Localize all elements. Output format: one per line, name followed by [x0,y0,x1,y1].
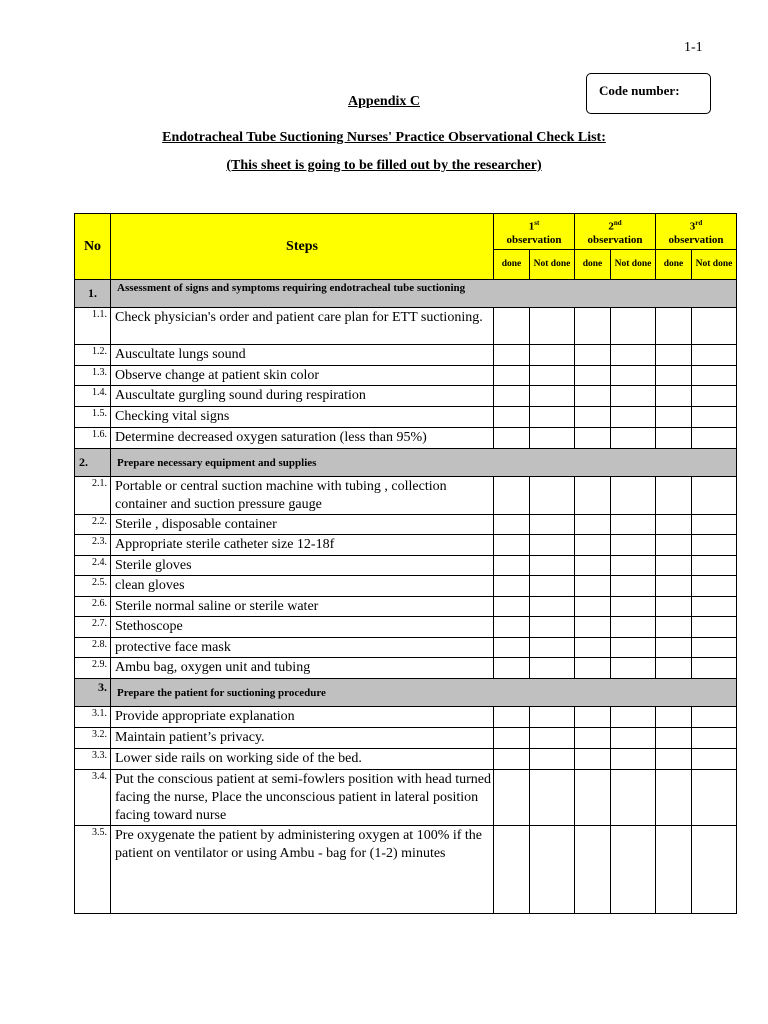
step-text: Ambu bag, oxygen unit and tubing [111,658,494,679]
checkbox-cell[interactable] [494,638,530,658]
page-subtitle: (This sheet is going to be filled out by the researcher) [226,158,542,173]
checkbox-cell[interactable] [575,345,611,366]
page-number: 1-1 [684,40,703,55]
checkbox-cell[interactable] [575,556,611,576]
step-text: Sterile normal saline or sterile water [111,597,494,617]
checkbox-cell[interactable] [530,515,575,535]
checkbox-cell[interactable] [575,707,611,728]
header-no: No [75,214,111,280]
checkbox-cell[interactable] [494,386,530,407]
checkbox-cell[interactable] [656,638,692,658]
checkbox-cell[interactable] [494,345,530,366]
row-number: 2.4. [75,556,111,576]
checkbox-cell[interactable] [530,428,575,449]
page-title: Endotracheal Tube Suctioning Nurses' Practice Observational Check List: [162,130,606,145]
section-number: 2. [75,449,111,477]
row-number: 2.9. [75,658,111,679]
row-number: 1.1. [75,308,111,345]
checkbox-cell[interactable] [575,477,611,515]
checkbox-cell[interactable] [692,428,737,449]
section-row [75,449,737,477]
checkbox-cell[interactable] [656,749,692,770]
checkbox-cell[interactable] [611,366,656,386]
step-text: Sterile , disposable container [111,515,494,535]
table-row [75,428,737,449]
row-number: 2.6. [75,597,111,617]
checkbox-cell[interactable] [494,597,530,617]
section-number: 3. [75,679,111,707]
checkbox-cell[interactable] [530,345,575,366]
checkbox-cell[interactable] [530,728,575,749]
header-steps: Steps [111,214,494,280]
step-text: Pre oxygenate the patient by administering oxygen at 100% if the patient on ventilator or using Ambu - bag for (1-2) minutes [111,826,494,914]
step-text: protective face mask [111,638,494,658]
table-row [75,308,737,345]
checkbox-cell[interactable] [656,345,692,366]
checkbox-cell[interactable] [656,597,692,617]
checkbox-cell[interactable] [575,407,611,428]
section-number: 1. [75,280,111,308]
section-row [75,280,737,308]
row-number: 2.2. [75,515,111,535]
header-done-1: done [494,250,530,280]
section-title: Assessment of signs and symptoms requiring endotracheal tube suctioning [111,280,737,308]
checkbox-cell[interactable] [494,749,530,770]
checkbox-cell[interactable] [530,386,575,407]
checkbox-cell[interactable] [611,728,656,749]
header-not-done-3: Not done [692,250,737,280]
header-done-3: done [656,250,692,280]
checkbox-cell[interactable] [494,535,530,556]
checkbox-cell[interactable] [656,407,692,428]
table-row [75,658,737,679]
checkbox-cell[interactable] [530,826,575,914]
checkbox-cell[interactable] [611,749,656,770]
table-row [75,535,737,556]
table-row [75,477,737,515]
checkbox-cell[interactable] [494,707,530,728]
checkbox-cell[interactable] [656,658,692,679]
checkbox-cell[interactable] [692,407,737,428]
checkbox-cell[interactable] [692,345,737,366]
checkbox-cell[interactable] [656,535,692,556]
checkbox-cell[interactable] [494,576,530,597]
header-done-2: done [575,250,611,280]
step-text: clean gloves [111,576,494,597]
step-text: Check physician's order and patient care plan for ETT suctioning. [111,308,494,345]
table-row [75,770,737,826]
checkbox-cell[interactable] [656,386,692,407]
table-row [75,386,737,407]
row-number: 2.8. [75,638,111,658]
step-text: Sterile gloves [111,556,494,576]
checkbox-cell[interactable] [611,477,656,515]
checkbox-cell[interactable] [575,617,611,638]
checkbox-cell[interactable] [692,770,737,826]
checkbox-cell[interactable] [530,617,575,638]
checkbox-cell[interactable] [656,728,692,749]
header-not-done-1: Not done [530,250,575,280]
checkbox-cell[interactable] [692,826,737,914]
checkbox-cell[interactable] [611,770,656,826]
checkbox-cell[interactable] [575,535,611,556]
checkbox-cell[interactable] [692,535,737,556]
checkbox-cell[interactable] [494,477,530,515]
header-not-done-2: Not done [611,250,656,280]
checkbox-cell[interactable] [692,597,737,617]
checkbox-cell[interactable] [692,515,737,535]
checkbox-cell[interactable] [611,597,656,617]
table-row [75,617,737,638]
checkbox-cell[interactable] [530,535,575,556]
checkbox-cell[interactable] [656,556,692,576]
checkbox-cell[interactable] [611,345,656,366]
row-number: 1.2. [75,345,111,366]
checkbox-cell[interactable] [530,308,575,345]
checkbox-cell[interactable] [530,707,575,728]
checkbox-cell[interactable] [530,477,575,515]
header-observation-2: 2nd observation [575,214,656,250]
checkbox-cell[interactable] [611,638,656,658]
checkbox-cell[interactable] [611,556,656,576]
table-row [75,707,737,728]
checkbox-cell[interactable] [656,366,692,386]
step-text: Appropriate sterile catheter size 12-18f [111,535,494,556]
step-text: Provide appropriate explanation [111,707,494,728]
table-row [75,556,737,576]
checkbox-cell[interactable] [575,386,611,407]
code-number-box: Code number: [586,73,711,114]
header-observation-1: 1st observation [494,214,575,250]
row-number: 3.5. [75,826,111,914]
row-number: 2.7. [75,617,111,638]
table-row [75,728,737,749]
checkbox-cell[interactable] [692,576,737,597]
table-row [75,638,737,658]
checkbox-cell[interactable] [575,576,611,597]
table-row [75,749,737,770]
checkbox-cell[interactable] [530,576,575,597]
section-title: Prepare the patient for suctioning procedure [111,679,737,707]
checkbox-cell[interactable] [611,407,656,428]
checkbox-cell[interactable] [611,826,656,914]
checkbox-cell[interactable] [575,770,611,826]
checkbox-cell[interactable] [656,576,692,597]
checkbox-cell[interactable] [656,515,692,535]
step-text: Portable or central suction machine with tubing , collection container and suction pressure gauge [111,477,494,515]
checkbox-cell[interactable] [494,770,530,826]
table-row [75,597,737,617]
checkbox-cell[interactable] [575,749,611,770]
checkbox-cell[interactable] [611,707,656,728]
checkbox-cell[interactable] [656,617,692,638]
checkbox-cell[interactable] [656,477,692,515]
step-text: Checking vital signs [111,407,494,428]
checkbox-cell[interactable] [656,428,692,449]
checkbox-cell[interactable] [692,617,737,638]
row-number: 1.4. [75,386,111,407]
table-row [75,515,737,535]
section-title: Prepare necessary equipment and supplies [111,449,737,477]
checkbox-cell[interactable] [611,535,656,556]
step-text: Auscultate gurgling sound during respiration [111,386,494,407]
checkbox-cell[interactable] [494,658,530,679]
row-number: 3.2. [75,728,111,749]
table-row [75,366,737,386]
checkbox-cell[interactable] [611,386,656,407]
row-number: 2.1. [75,477,111,515]
row-number: 1.5. [75,407,111,428]
checkbox-cell[interactable] [611,658,656,679]
table-row [75,345,737,366]
appendix-heading: Appendix C [348,94,420,109]
checkbox-cell[interactable] [692,658,737,679]
row-number: 1.6. [75,428,111,449]
checkbox-cell[interactable] [692,366,737,386]
section-row [75,679,737,707]
table-row [75,407,737,428]
checkbox-cell[interactable] [494,366,530,386]
table-row [75,576,737,597]
checkbox-cell[interactable] [530,597,575,617]
checkbox-cell[interactable] [575,308,611,345]
checklist-table [74,213,737,914]
checkbox-cell[interactable] [494,515,530,535]
row-number: 3.4. [75,770,111,826]
checkbox-cell[interactable] [530,658,575,679]
row-number: 3.1. [75,707,111,728]
step-text: Auscultate lungs sound [111,345,494,366]
checkbox-cell[interactable] [530,556,575,576]
step-text: Put the conscious patient at semi-fowlers position with head turned facing the nurse, Place the unconscious patient in lateral position facing toward nurse [111,770,494,826]
checkbox-cell[interactable] [575,728,611,749]
checkbox-cell[interactable] [611,617,656,638]
checkbox-cell[interactable] [494,407,530,428]
checkbox-cell[interactable] [530,407,575,428]
checkbox-cell[interactable] [494,308,530,345]
row-number: 2.5. [75,576,111,597]
checkbox-cell[interactable] [494,428,530,449]
checkbox-cell[interactable] [656,707,692,728]
checkbox-cell[interactable] [692,728,737,749]
step-text: Observe change at patient skin color [111,366,494,386]
step-text: Determine decreased oxygen saturation (less than 95%) [111,428,494,449]
checkbox-cell[interactable] [611,576,656,597]
checkbox-cell[interactable] [692,308,737,345]
checkbox-cell[interactable] [575,428,611,449]
checkbox-cell[interactable] [575,826,611,914]
checkbox-cell[interactable] [494,826,530,914]
checkbox-cell[interactable] [575,366,611,386]
checkbox-cell[interactable] [494,617,530,638]
checkbox-cell[interactable] [692,638,737,658]
row-number: 2.3. [75,535,111,556]
step-text: Lower side rails on working side of the bed. [111,749,494,770]
checkbox-cell[interactable] [494,728,530,749]
header-observation-3: 3rd observation [656,214,737,250]
checkbox-cell[interactable] [692,707,737,728]
checkbox-cell[interactable] [530,770,575,826]
checkbox-cell[interactable] [692,386,737,407]
checkbox-cell[interactable] [692,556,737,576]
checkbox-cell[interactable] [611,428,656,449]
checkbox-cell[interactable] [530,638,575,658]
checkbox-cell[interactable] [656,826,692,914]
checkbox-cell[interactable] [575,597,611,617]
checkbox-cell[interactable] [611,515,656,535]
row-number: 3.3. [75,749,111,770]
checkbox-cell[interactable] [575,515,611,535]
table-row [75,826,737,914]
checkbox-cell[interactable] [575,658,611,679]
checkbox-cell[interactable] [530,366,575,386]
checkbox-cell[interactable] [656,308,692,345]
checkbox-cell[interactable] [692,749,737,770]
step-text: Maintain patient’s privacy. [111,728,494,749]
row-number: 1.3. [75,366,111,386]
step-text: Stethoscope [111,617,494,638]
checkbox-cell[interactable] [656,770,692,826]
checkbox-cell[interactable] [530,749,575,770]
checkbox-cell[interactable] [611,308,656,345]
checkbox-cell[interactable] [494,556,530,576]
checkbox-cell[interactable] [692,477,737,515]
checkbox-cell[interactable] [575,638,611,658]
